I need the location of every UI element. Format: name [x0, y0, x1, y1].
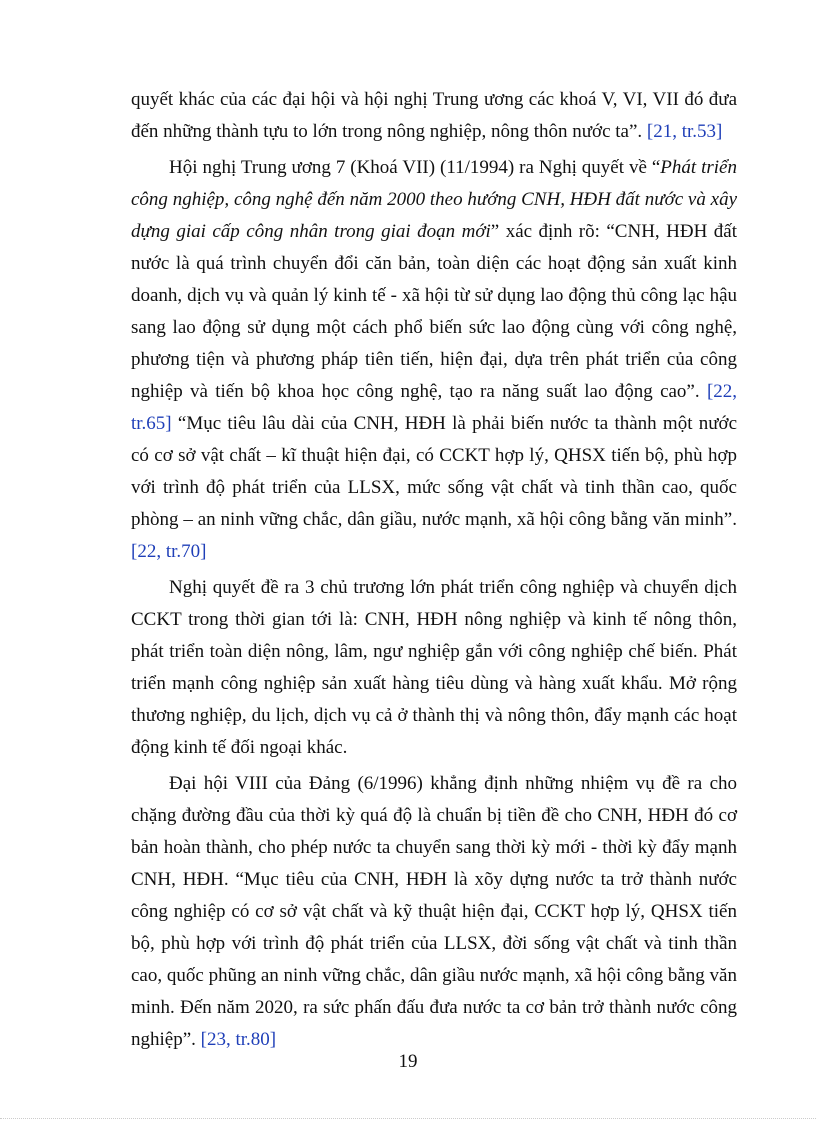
paragraph-2-quote-2: “Mục tiêu lâu dài của CNH, HĐH là phải biến nước ta thành một nước có cơ sở vật chất – kĩ thuật hiện đại, có CCKT hợp lý, QHSX tiến bộ, phù hợp với trình độ phát triển của LLSX, mức sống vật chất và tinh thần cao, quốc phòng – an ninh vững chắc, dân giầu, nước mạnh, xã hội công bằng văn minh”.	[131, 413, 738, 530]
paragraph-3	[131, 572, 737, 764]
body-text	[131, 84, 737, 1056]
paragraph-2	[131, 152, 737, 568]
paragraph-3-text: Nghị quyết đề ra 3 chủ trương lớn phát triển công nghiệp và chuyển dịch CCKT trong thời gian tới là: CNH, HĐH nông nghiệp và kinh tế nông thôn, phát triển toàn diện nông, lâm, ngư nghiệp gắn với công nghiệp chế biến. Phát triển mạnh công nghiệp sản xuất hàng tiêu dùng và hàng xuất khẩu. Mở rộng thương nghiệp, du lịch, dịch vụ cả ở thành thị và nông thôn, đẩy mạnh các hoạt động kinh tế đối ngoại khác.	[131, 577, 737, 758]
citation-23: [23, tr.80]	[200, 1029, 277, 1050]
resolution-title: Phát triển công nghiệp, công nghệ đến năm 2000 theo hướng CNH, HĐH đất nước và xây dựng giai cấp công nhân trong giai đoạn mới	[131, 157, 737, 242]
footer-divider	[0, 1118, 816, 1119]
paragraph-1-text: quyết khác của các đại hội và hội nghị Trung ương các khoá V, VI, VII đó đưa đến những thành tựu to lớn trong nông nghiệp, nông thôn nước ta”.	[131, 89, 737, 142]
citation-22-70: [22, tr.70]	[131, 541, 207, 562]
paragraph-4-text: Đại hội VIII của Đảng (6/1996) khẳng định những nhiệm vụ đề ra cho chặng đường đầu của thời kỳ quá độ là chuẩn bị tiền đề cho CNH, HĐH đó cơ bản hoàn thành, cho phép nước ta chuyển sang thời kỳ mới - thời kỳ đẩy mạnh CNH, HĐH. “Mục tiêu của CNH, HĐH là xõy dựng nước ta trở thành nước công nghiệp có cơ sở vật chất và kỹ thuật hiện đại, CCKT hợp lý, QHSX tiến bộ, phù hợp với trình độ phát triển của LLSX, đời sống vật chất và tinh thần cao, quốc phũng an ninh vững chắc, dân giầu nước mạnh, xã hội công bằng văn minh. Đến năm 2020, ra sức phấn đấu đưa nước ta cơ bản trở thành nước công nghiệp”.	[131, 773, 737, 1050]
paragraph-2-text-before: Hội nghị Trung ương 7 (Khoá VII) (11/1994) ra Nghị quyết về “	[169, 157, 661, 178]
paragraph-1	[131, 84, 737, 148]
citation-21: [21, tr.53]	[646, 121, 723, 142]
citation-22-65: [22, tr.65]	[131, 381, 738, 434]
page-number: 19	[398, 1051, 418, 1072]
paragraph-2-text-after: ” xác định rõ: “CNH, HĐH đất nước là quá trình chuyển đổi căn bản, toàn diện các hoạt động sản xuất kinh doanh, dịch vụ và quản lý kinh tế - xã hội từ sử dụng lao động thủ công lạc hậu sang lao động sử dụng một cách phổ biến sức lao động cùng với công nghệ, phương tiện và phương pháp tiên tiến, hiện đại, dựa trên phát triển của công nghiệp và tiến bộ khoa học công nghệ, tạo ra năng suất lao động cao”.	[131, 221, 738, 402]
paragraph-4	[131, 768, 737, 1056]
